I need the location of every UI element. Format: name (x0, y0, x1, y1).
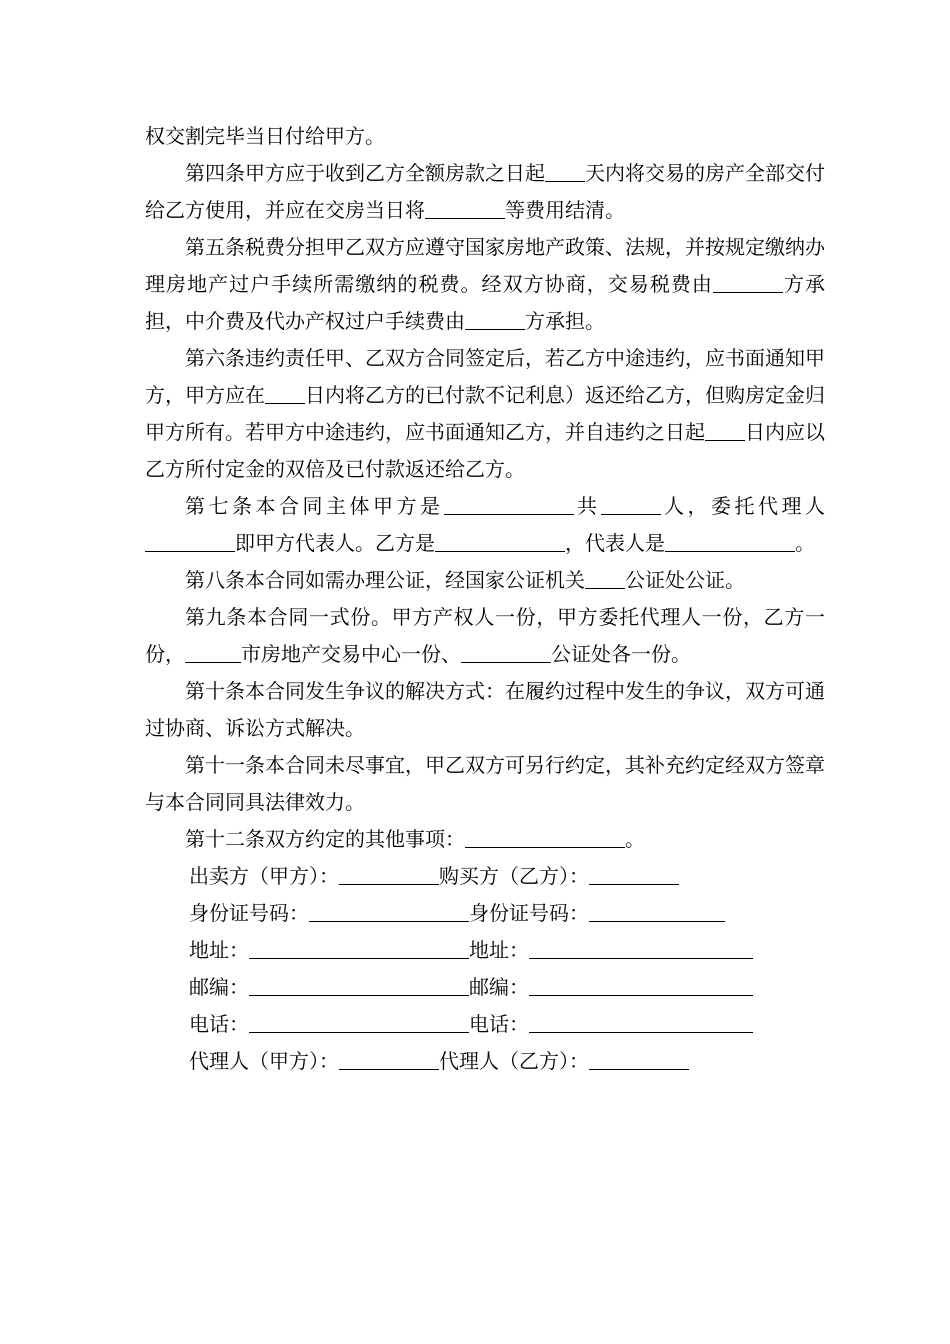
signature-row-s1 (145, 858, 825, 895)
clause-text: 第八条本合同如需办理公证，经国家公证机关 (185, 568, 585, 592)
signature-row-s3 (145, 932, 825, 969)
signature-label-right: 购买方（乙方）： (439, 864, 589, 888)
clause-text: 公证处各一份。 (551, 642, 691, 666)
signature-blank-right[interactable] (529, 938, 753, 959)
fill-in-blank[interactable] (665, 531, 795, 552)
fill-in-blank[interactable] (444, 494, 574, 515)
clause-p9 (145, 599, 825, 673)
signature-blank-left[interactable] (339, 1049, 439, 1070)
signature-blank-left[interactable] (249, 938, 469, 959)
clause-text: 人，委托代理人 (660, 494, 825, 518)
signature-label-left: 地址： (189, 938, 249, 962)
clause-text: 第九条本合同一式份。甲方产权人一份，甲方委托代理人一份，乙方一份， (145, 605, 825, 666)
clause-text: 共 (573, 494, 601, 518)
fill-in-blank[interactable] (705, 420, 745, 441)
fill-in-blank[interactable] (185, 642, 241, 663)
fill-in-blank[interactable] (461, 642, 551, 663)
clause-p10 (145, 673, 825, 747)
fill-in-blank[interactable] (545, 161, 585, 182)
clause-text: 第七条本合同主体甲方是 (185, 494, 444, 518)
clause-text: 第十一条本合同未尽事宜，甲乙双方可另行约定，其补充约定经双方签章与本合同同具法律效力。 (145, 753, 825, 814)
signature-label-left: 出卖方（甲方）： (189, 864, 339, 888)
clause-text: 权交割完毕当日付给甲方。 (145, 124, 385, 148)
clause-text: 公证处公证。 (625, 568, 745, 592)
signature-blank-right[interactable] (589, 864, 679, 885)
signature-row-s6 (145, 1043, 825, 1080)
signature-label-right: 身份证号码： (469, 901, 589, 925)
signature-label-left: 代理人（甲方）： (189, 1049, 339, 1073)
fill-in-blank[interactable] (465, 827, 625, 848)
fill-in-blank[interactable] (465, 309, 525, 330)
clause-p7 (145, 488, 825, 562)
signature-blank-left[interactable] (249, 975, 469, 996)
signature-label-right: 电话： (469, 1012, 529, 1036)
clause-p0 (145, 118, 825, 155)
clause-text: 日内将乙方的已付款不记利息）返还给乙方，但购房定金归甲方所有。若甲方中途违约，应书面通知乙方，并自违约之日起 (145, 383, 825, 444)
clause-text: 方承担。 (525, 309, 605, 333)
fill-in-blank[interactable] (265, 383, 305, 404)
signature-label-left: 邮编： (189, 975, 249, 999)
signature-blank-right[interactable] (529, 1012, 753, 1033)
signature-row-s4 (145, 969, 825, 1006)
clause-text: 等费用结清。 (505, 198, 625, 222)
fill-in-blank[interactable] (425, 198, 505, 219)
signature-blank-right[interactable] (589, 901, 725, 922)
clause-text: 第四条甲方应于收到乙方全额房款之日起 (185, 161, 545, 185)
fill-in-blank[interactable] (713, 272, 783, 293)
fill-in-blank[interactable] (145, 531, 235, 552)
clause-p4 (145, 155, 825, 229)
signature-blank-right[interactable] (529, 975, 753, 996)
signature-blank-left[interactable] (249, 1012, 469, 1033)
clause-p8 (145, 562, 825, 599)
clause-text: 第十二条双方约定的其他事项： (185, 827, 465, 851)
clause-text: 。 (625, 827, 645, 851)
clause-text: 第六条违约责任甲、乙双方合同签定后，若乙方中途违约，应书面通知甲方，甲方应在 (145, 346, 825, 407)
signature-label-left: 电话： (189, 1012, 249, 1036)
clause-text: 方承担，中介费及代办产权过户手续费由 (145, 272, 826, 333)
clause-text: 日内应以乙方所付定金的双倍及已付款返还给乙方。 (145, 420, 825, 481)
clause-text: 第十条本合同发生争议的解决方式：在履约过程中发生的争议，双方可通过协商、诉讼方式解决。 (145, 679, 825, 740)
signature-label-right: 邮编： (469, 975, 529, 999)
fill-in-blank[interactable] (585, 568, 625, 589)
clause-text: 。 (795, 531, 815, 555)
signature-blank-left[interactable] (339, 864, 439, 885)
clause-text: 即甲方代表人。乙方是 (235, 531, 435, 555)
signature-label-right: 代理人（乙方）： (439, 1049, 589, 1073)
clause-text: 第五条税费分担甲乙双方应遵守国家房地产政策、法规，并按规定缴纳办理房地产过户手续所需缴纳的税费。经双方协商，交易税费由 (145, 235, 825, 296)
signature-blank-left[interactable] (309, 901, 469, 922)
fill-in-blank[interactable] (435, 531, 565, 552)
clause-p11 (145, 747, 825, 821)
signature-row-s2 (145, 895, 825, 932)
signature-label-left: 身份证号码： (189, 901, 309, 925)
signature-label-right: 地址： (469, 938, 529, 962)
signature-row-s5 (145, 1006, 825, 1043)
contract-body (145, 118, 825, 1080)
clause-text: 天内将交易的房产全部交付给乙方使用，并应在交房当日将 (145, 161, 825, 222)
signature-blank-right[interactable] (589, 1049, 689, 1070)
clause-text: 市房地产交易中心一份、 (241, 642, 461, 666)
clause-p12 (145, 821, 825, 858)
clause-p5 (145, 229, 825, 340)
clause-p6 (145, 340, 825, 488)
clause-text: ，代表人是 (565, 531, 665, 555)
fill-in-blank[interactable] (601, 494, 661, 515)
